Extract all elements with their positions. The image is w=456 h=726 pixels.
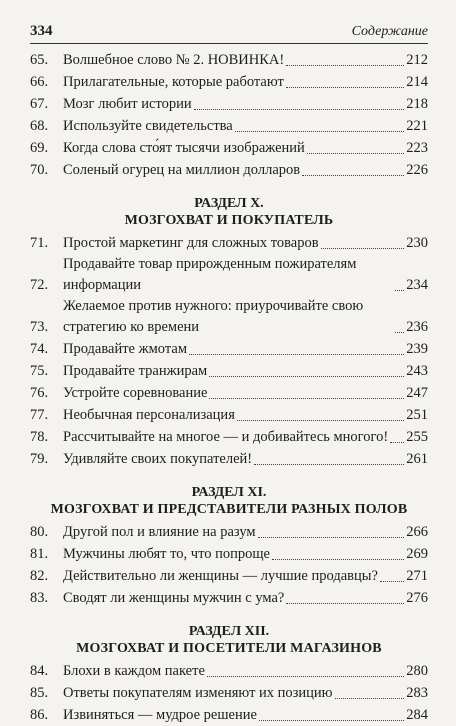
running-title: Содержание xyxy=(351,24,428,39)
entry-page: 271 xyxy=(406,568,428,584)
toc-entry xyxy=(30,296,428,338)
entry-number: 76. xyxy=(30,385,49,401)
section-subtitle: МОЗГОХВАТ И ПОСЕТИТЕЛИ МАГАЗИНОВ xyxy=(76,641,382,656)
toc-entry xyxy=(30,71,428,93)
dot-leader xyxy=(307,153,404,154)
entry-body xyxy=(63,116,428,137)
entry-page: 226 xyxy=(406,162,428,178)
entry-body xyxy=(63,94,428,115)
dot-leader xyxy=(321,248,405,249)
entry-title: Рассчитывайте на многое — и добивайтесь многого! xyxy=(63,429,389,445)
entry-number: 70. xyxy=(30,162,49,178)
entry-number: 83. xyxy=(30,590,49,606)
entry-body xyxy=(63,588,428,609)
entry-body xyxy=(63,705,428,726)
dot-leader xyxy=(286,65,404,66)
entry-number: 77. xyxy=(30,407,49,423)
dot-leader xyxy=(390,442,404,443)
entry-body xyxy=(63,361,428,382)
section-title: РАЗДЕЛ X. xyxy=(194,196,264,211)
toc-entry xyxy=(30,704,428,726)
entry-body xyxy=(63,683,428,704)
page-header xyxy=(30,0,428,44)
entry-page: 234 xyxy=(406,277,428,293)
entry-page: 284 xyxy=(406,707,428,723)
toc-entry xyxy=(30,543,428,565)
entry-body xyxy=(63,138,428,159)
entry-body xyxy=(63,405,428,426)
entry-title: Другой пол и влияние на разум xyxy=(63,524,256,540)
entry-title: Ответы покупателям изменяют их позицию xyxy=(63,685,333,701)
entry-title: Желаемое против нужного: приурочивайте свою стратегию ко времени xyxy=(63,298,364,335)
entry-page: 283 xyxy=(406,685,428,701)
toc-entry xyxy=(30,137,428,159)
toc-entry xyxy=(30,254,428,296)
entry-body xyxy=(63,254,428,296)
entry-title: Извиняться — мудрое решение xyxy=(63,707,257,723)
entry-number: 74. xyxy=(30,341,49,357)
section-subtitle: МОЗГОХВАТ И ПОКУПАТЕЛЬ xyxy=(124,213,334,228)
dot-leader xyxy=(254,464,404,465)
toc-entry xyxy=(30,93,428,115)
entry-title: Мозг любит истории xyxy=(63,96,192,112)
section-heading xyxy=(30,623,428,657)
dot-leader xyxy=(209,398,404,399)
entry-title: Продавайте транжирам xyxy=(63,363,208,379)
entry-page: 212 xyxy=(406,52,428,68)
dot-leader xyxy=(258,537,405,538)
entry-body xyxy=(63,160,428,181)
entry-page: 236 xyxy=(406,319,428,335)
toc-entry xyxy=(30,587,428,609)
entry-number: 66. xyxy=(30,74,49,90)
entry-number: 65. xyxy=(30,52,49,68)
entry-number: 80. xyxy=(30,524,49,540)
toc-entry xyxy=(30,49,428,71)
entry-number: 71. xyxy=(30,235,49,251)
toc-entry xyxy=(30,521,428,543)
section-title: РАЗДЕЛ XII. xyxy=(188,624,270,639)
dot-leader xyxy=(189,354,404,355)
entry-page: 239 xyxy=(406,341,428,357)
entry-number: 79. xyxy=(30,451,49,467)
entry-page: 247 xyxy=(406,385,428,401)
entry-page: 266 xyxy=(406,524,428,540)
entry-body xyxy=(63,544,428,565)
toc-entry xyxy=(30,426,428,448)
entry-number: 67. xyxy=(30,96,49,112)
dot-leader xyxy=(194,109,405,110)
entry-title: Когда слова сто́ят тысячи изображений xyxy=(63,140,305,156)
entry-body xyxy=(63,566,428,587)
entry-body xyxy=(63,339,428,360)
entry-title: Продавайте жмотам xyxy=(63,341,187,357)
toc-entry xyxy=(30,382,428,404)
toc-entry xyxy=(30,232,428,254)
toc-entry xyxy=(30,404,428,426)
toc-entry xyxy=(30,682,428,704)
entry-page: 218 xyxy=(406,96,428,112)
entry-number: 86. xyxy=(30,707,49,723)
entry-page: 221 xyxy=(406,118,428,134)
entry-number: 68. xyxy=(30,118,49,134)
toc-entry xyxy=(30,565,428,587)
entry-title: Сводят ли женщины мужчин с ума? xyxy=(63,590,285,606)
toc-entry xyxy=(30,448,428,470)
entry-title: Необычная персонализация xyxy=(63,407,235,423)
entry-body xyxy=(63,427,428,448)
dot-leader xyxy=(395,290,404,291)
entry-page: 261 xyxy=(406,451,428,467)
dot-leader xyxy=(286,603,404,604)
dot-leader xyxy=(286,87,404,88)
dot-leader xyxy=(207,676,404,677)
toc-entry xyxy=(30,159,428,181)
entry-body xyxy=(63,296,428,338)
entry-page: 214 xyxy=(406,74,428,90)
entry-title: Удивляйте своих покупателей! xyxy=(63,451,253,467)
dot-leader xyxy=(395,332,404,333)
section-heading xyxy=(30,195,428,229)
entry-title: Блохи в каждом пакете xyxy=(63,663,205,679)
entry-number: 85. xyxy=(30,685,49,701)
entry-page: 276 xyxy=(406,590,428,606)
dot-leader xyxy=(335,698,405,699)
entry-title: Действительно ли женщины — лучшие продавцы? xyxy=(63,568,378,584)
entry-body xyxy=(63,383,428,404)
entry-body xyxy=(63,449,428,470)
entry-number: 81. xyxy=(30,546,49,562)
entry-number: 72. xyxy=(30,277,49,293)
entry-page: 255 xyxy=(406,429,428,445)
toc-entry xyxy=(30,115,428,137)
toc-entry xyxy=(30,338,428,360)
dot-leader xyxy=(302,175,404,176)
entry-number: 82. xyxy=(30,568,49,584)
toc-entry xyxy=(30,660,428,682)
toc-entry xyxy=(30,360,428,382)
dot-leader xyxy=(237,420,404,421)
entry-title: Соленый огурец на миллион долларов xyxy=(63,162,301,178)
dot-leader xyxy=(209,376,404,377)
entry-title: Мужчины любят то, что попроще xyxy=(63,546,270,562)
dot-leader xyxy=(272,559,404,560)
entry-body xyxy=(63,233,428,254)
entry-page: 269 xyxy=(406,546,428,562)
entry-page: 280 xyxy=(406,663,428,679)
section-heading xyxy=(30,484,428,518)
page-number: 334 xyxy=(30,23,53,39)
dot-leader xyxy=(235,131,405,132)
entry-number: 84. xyxy=(30,663,49,679)
entry-title: Используйте свидетельства xyxy=(63,118,233,134)
section-subtitle: МОЗГОХВАТ И ПРЕДСТАВИТЕЛИ РАЗНЫХ ПОЛОВ xyxy=(50,502,408,517)
entry-body xyxy=(63,72,428,93)
entry-body xyxy=(63,522,428,543)
entry-title: Продавайте товар прирожденным пожирателям информации xyxy=(63,256,357,293)
table-of-contents xyxy=(30,49,428,726)
section-title: РАЗДЕЛ XI. xyxy=(191,485,267,500)
entry-page: 243 xyxy=(406,363,428,379)
entry-title: Волшебное слово № 2. НОВИНКА! xyxy=(63,52,285,68)
entry-title: Устройте соревнование xyxy=(63,385,208,401)
entry-number: 73. xyxy=(30,319,49,335)
dot-leader xyxy=(259,720,404,721)
dot-leader xyxy=(380,581,404,582)
entry-page: 223 xyxy=(406,140,428,156)
entry-title: Простой маркетинг для сложных товаров xyxy=(63,235,319,251)
entry-body xyxy=(63,50,428,71)
entry-number: 69. xyxy=(30,140,49,156)
entry-body xyxy=(63,661,428,682)
entry-number: 78. xyxy=(30,429,49,445)
entry-title: Прилагательные, которые работают xyxy=(63,74,284,90)
entry-number: 75. xyxy=(30,363,49,379)
entry-page: 230 xyxy=(406,235,428,251)
entry-page: 251 xyxy=(406,407,428,423)
